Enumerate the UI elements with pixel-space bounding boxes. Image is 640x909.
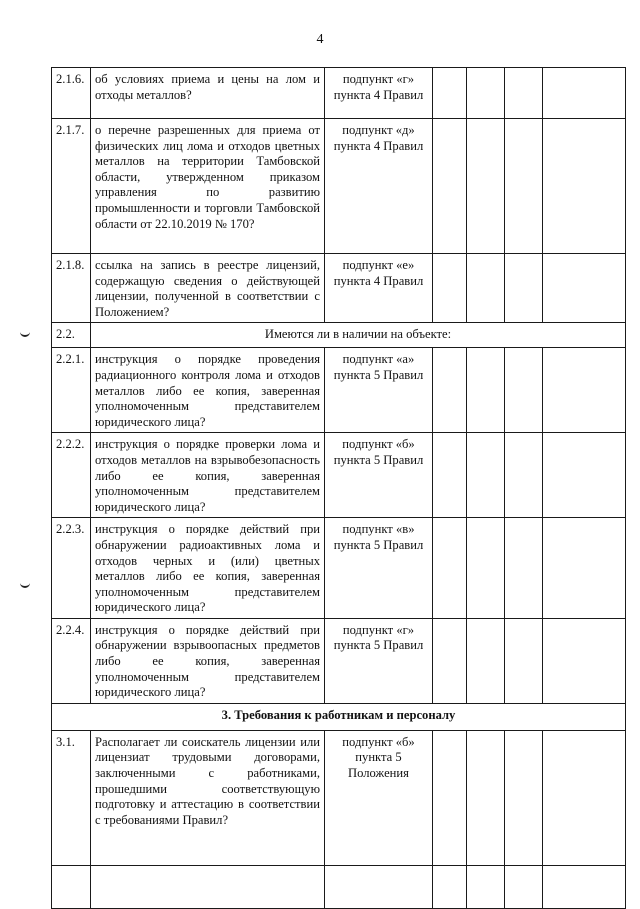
- margin-mark: [20, 580, 30, 588]
- answer-cell: [433, 254, 467, 323]
- answer-cell: [505, 518, 543, 619]
- item-number: 2.2.2.: [52, 433, 91, 518]
- answer-cell: [433, 618, 467, 703]
- margin-mark: [20, 329, 30, 337]
- answer-cell: [433, 433, 467, 518]
- item-number: 3.1.: [52, 730, 91, 865]
- answer-cell: [467, 68, 505, 119]
- answer-cell: [505, 618, 543, 703]
- item-number: 2.2.4.: [52, 618, 91, 703]
- notes-cell: [543, 348, 626, 433]
- item-question: ссылка на запись в реестре лицензий, содержащую сведения о действующей лицензии, полученной в соответствии с Положением?: [91, 254, 325, 323]
- item-reference: подпункт «б» пункта 5 Положения: [325, 730, 433, 865]
- section-heading: 3. Требования к работникам и персоналу: [52, 703, 626, 730]
- item-number: 2.1.6.: [52, 68, 91, 119]
- item-question: инструкция о порядке действий при обнаружении радиоактивных лома и отходов черных и (или) цветных металлов либо ее копия, заверенная уполномоченным представителем юридического лица?: [91, 518, 325, 619]
- item-question: инструкция о порядке действий при обнаружении взрывоопасных предметов либо ее копия, заверенная уполномоченным представителем юридического лица?: [91, 618, 325, 703]
- answer-cell: [433, 865, 467, 908]
- answer-cell: [433, 348, 467, 433]
- notes-cell: [543, 254, 626, 323]
- item-reference: подпункт «а» пункта 5 Правил: [325, 348, 433, 433]
- item-reference: подпункт «е» пункта 4 Правил: [325, 254, 433, 323]
- table-row: [52, 433, 626, 518]
- table-row: [52, 323, 626, 348]
- answer-cell: [505, 68, 543, 119]
- table-row: [52, 254, 626, 323]
- answer-cell: [467, 254, 505, 323]
- item-number: 2.2.: [52, 323, 91, 348]
- item-question: инструкция о порядке проверки лома и отходов металлов на взрывобезопасность либо ее копия, заверенная уполномоченным представителем юридического лица?: [91, 433, 325, 518]
- table-row: [52, 730, 626, 865]
- item-reference: подпункт «д» пункта 4 Правил: [325, 119, 433, 254]
- table-row: [52, 518, 626, 619]
- subsection-heading: Имеются ли в наличии на объекте:: [91, 323, 626, 348]
- item-reference: подпункт «г» пункта 4 Правил: [325, 68, 433, 119]
- answer-cell: [433, 68, 467, 119]
- item-number: 2.1.8.: [52, 254, 91, 323]
- item-question: инструкция о порядке проведения радиационного контроля лома и отходов металлов либо ее копия, заверенная уполномоченным представителем юридического лица?: [91, 348, 325, 433]
- empty-cell: [52, 865, 91, 908]
- answer-cell: [467, 730, 505, 865]
- item-question: Располагает ли соискатель лицензии или лицензиат трудовыми договорами, заключенными с работниками, прошедшими соответствующую подготовку и аттестацию в соответствии с требованиями Правил?: [91, 730, 325, 865]
- page-number: 4: [316, 32, 324, 47]
- answer-cell: [467, 348, 505, 433]
- answer-cell: [505, 730, 543, 865]
- item-number: 2.2.1.: [52, 348, 91, 433]
- answer-cell: [505, 433, 543, 518]
- checklist-table: [51, 67, 626, 909]
- table-row: [52, 119, 626, 254]
- item-reference: подпункт «г» пункта 5 Правил: [325, 618, 433, 703]
- item-reference: подпункт «в» пункта 5 Правил: [325, 518, 433, 619]
- answer-cell: [467, 518, 505, 619]
- notes-cell: [543, 518, 626, 619]
- item-number: 2.1.7.: [52, 119, 91, 254]
- answer-cell: [467, 119, 505, 254]
- answer-cell: [433, 730, 467, 865]
- section-row: [52, 703, 626, 730]
- answer-cell: [467, 865, 505, 908]
- item-reference: подпункт «б» пункта 5 Правил: [325, 433, 433, 518]
- item-question: об условиях приема и цены на лом и отходы металлов?: [91, 68, 325, 119]
- empty-cell: [325, 865, 433, 908]
- answer-cell: [505, 119, 543, 254]
- table-row: [52, 865, 626, 908]
- notes-cell: [543, 618, 626, 703]
- notes-cell: [543, 865, 626, 908]
- notes-cell: [543, 68, 626, 119]
- notes-cell: [543, 433, 626, 518]
- notes-cell: [543, 119, 626, 254]
- answer-cell: [505, 348, 543, 433]
- answer-cell: [467, 433, 505, 518]
- answer-cell: [433, 518, 467, 619]
- item-question: о перечне разрешенных для приема от физических лиц лома и отходов цветных металлов на территории Тамбовской области, утвержденном приказом управления по развитию промышленности и торговли Тамбовской области от 22.10.2019 № 170?: [91, 119, 325, 254]
- answer-cell: [433, 119, 467, 254]
- item-number: 2.2.3.: [52, 518, 91, 619]
- table-row: [52, 348, 626, 433]
- notes-cell: [543, 730, 626, 865]
- table-row: [52, 68, 626, 119]
- answer-cell: [467, 618, 505, 703]
- table-row: [52, 618, 626, 703]
- answer-cell: [505, 254, 543, 323]
- answer-cell: [505, 865, 543, 908]
- empty-cell: [91, 865, 325, 908]
